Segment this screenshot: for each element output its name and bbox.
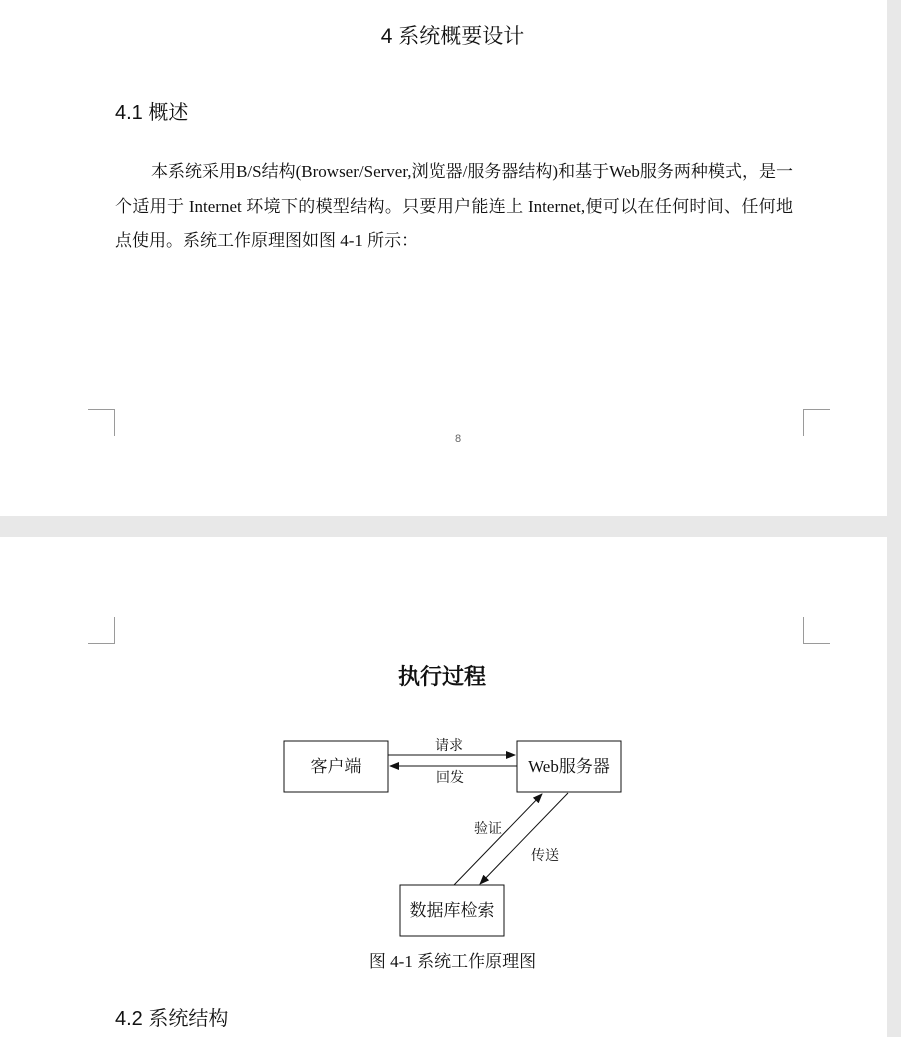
web-server-node-label: Web服务器 — [528, 757, 610, 776]
request-label: 请求 — [435, 739, 463, 754]
document-page-1 — [0, 0, 887, 516]
web-server-node — [517, 741, 621, 792]
transfer-arrow — [480, 793, 568, 884]
section-heading-overview: 4.1 概述 — [115, 102, 189, 124]
database-node-label: 数据库检索 — [409, 901, 495, 920]
document-page-2 — [0, 537, 887, 1037]
response-label: 回发 — [436, 771, 464, 786]
crop-mark-bottom-left — [88, 409, 115, 436]
client-node-label: 客户端 — [310, 757, 362, 776]
page-number: 8 — [454, 433, 462, 445]
crop-mark-bottom-right — [803, 409, 830, 436]
verify-arrow — [454, 794, 542, 885]
overview-paragraph: 本系统采用B/S结构(Browser/Server,浏览器/服务器结构)和基于Web服务两种模式，是一个适用于 Internet 环境下的模型结构。只要用户能连上 Internet,便可以在任何时间、任何地点使用。系统工作原理图如图 4-1 所示： — [115, 162, 793, 250]
verify-label: 验证 — [474, 822, 502, 837]
diagram-title: 执行过程 — [397, 664, 486, 689]
transfer-label: 传送 — [531, 849, 559, 864]
chapter-title: 4 系统概要设计 — [380, 25, 525, 48]
figure-caption: 图 4-1 系统工作原理图 — [368, 952, 537, 971]
database-node — [400, 885, 504, 936]
section-heading-system-structure: 4.2 系统结构 — [115, 1008, 229, 1030]
client-node — [284, 741, 388, 792]
